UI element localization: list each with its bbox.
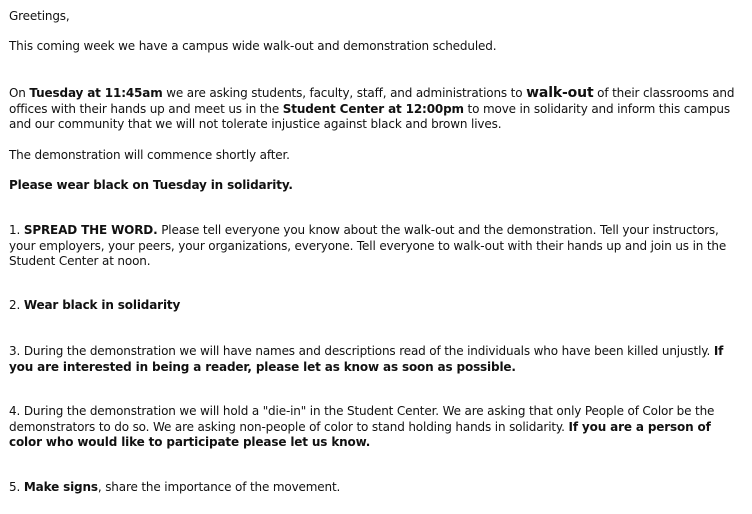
walkout-emphasis: walk-out	[526, 85, 594, 101]
list-item-readers: 3. During the demonstration we will have names and descriptions read of the individuals who have been killed unjustly. If you are interested in being a reader, please let as know as soon as possible.	[9, 344, 724, 374]
list-item-wear-black: 2. Wear black in solidarity	[9, 298, 181, 312]
list-item-die-in: 4. During the demonstration we will hold a "die-in" in the Student Center. We are asking that only People of Color be the demonstrators to do so. We are asking non-people of color to stand holding hands in solidarity. If you are a person of color who would like to participate please let us know.	[9, 404, 715, 449]
date-time: Tuesday at 11:45am	[29, 86, 163, 100]
greeting: Greetings,	[9, 9, 70, 23]
list-item-spread-the-word: 1. SPREAD THE WORD. Please tell everyone you know about the walk-out and the demonstration. Tell your instructors, your employers, your peers, your organizations, everyone. Tell everyone to walk-out with their hands up and join us in the Student Center at noon.	[9, 223, 727, 268]
list-item-make-signs: 5. Make signs, share the importance of the movement.	[9, 480, 341, 494]
wear-black-paragraph: Please wear black on Tuesday in solidarity.	[9, 178, 293, 192]
intro-paragraph: This coming week we have a campus wide walk-out and demonstration scheduled.	[9, 39, 497, 53]
meeting-place: Student Center at 12:00pm	[282, 101, 464, 116]
details-paragraph: On Tuesday at 11:45am we are asking students, faculty, staff, and administrations to walk-out of their classrooms and offices with their hands up and meet us in the Student Center at 12:00pm to move in solidarity and inform this campus and our community that we will not tolerate injustice against black and brown lives.	[9, 85, 735, 131]
commence-paragraph: The demonstration will commence shortly after.	[9, 148, 290, 162]
